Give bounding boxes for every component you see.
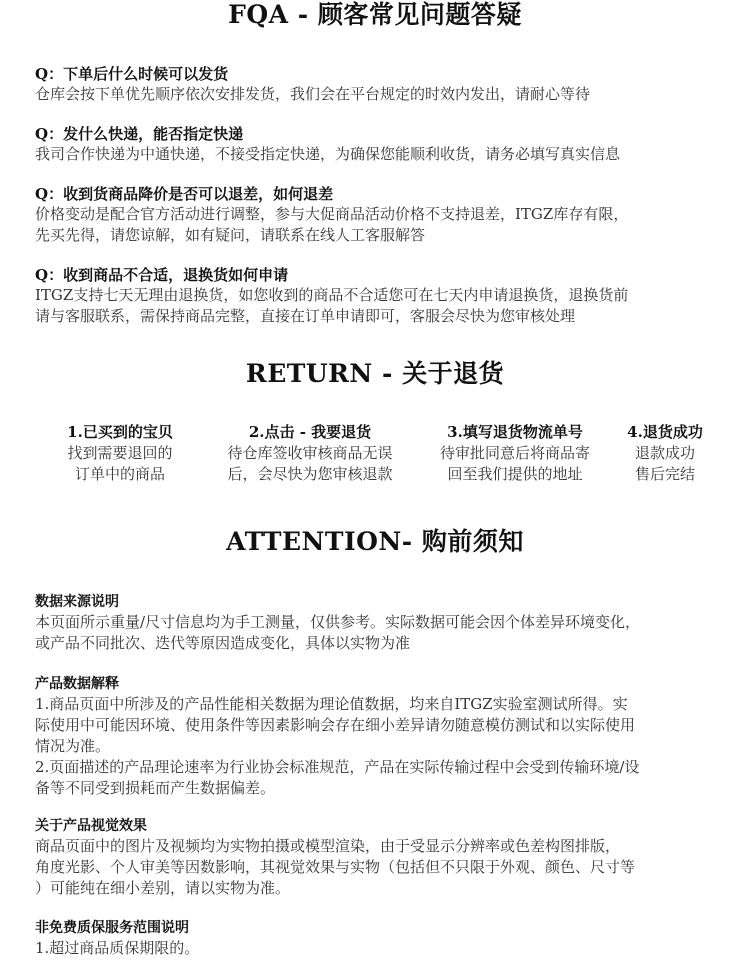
faq-answer-line: 我司合作快递为中通快递，不接受指定快递，为确保您能顺利收货，请务必填写真实信息 bbox=[35, 145, 621, 163]
faq-item-4 bbox=[35, 265, 725, 327]
return-step-4 bbox=[600, 422, 730, 485]
return-step-title: 2.点击 - 我要退货 bbox=[248, 423, 372, 441]
notice-body bbox=[35, 612, 725, 654]
notice-line: 或产品不同批次、迭代等原因造成变化，具体以实物为准 bbox=[35, 634, 411, 652]
faq-title: FQA - 顾客常见问题答疑 bbox=[228, 0, 522, 29]
faq-question: Q：发什么快递，能否指定快递 bbox=[35, 125, 244, 143]
return-step-desc: 订单中的商品 bbox=[74, 465, 165, 483]
return-step-desc: 退款成功 bbox=[634, 444, 695, 462]
faq-question: Q：下单后什么时候可以发货 bbox=[35, 65, 229, 83]
return-step-title: 3.填写退货物流单号 bbox=[447, 423, 583, 441]
faq-answer-line: ITGZ支持七天无理由退换货，如您收到的商品不合适您可在七天内申请退换货，退换货前 bbox=[35, 286, 629, 304]
notice-heading: 数据来源说明 bbox=[35, 594, 119, 610]
faq-answer bbox=[35, 84, 725, 105]
faq-answer-line: 先买先得，请您谅解，如有疑问，请联系在线人工客服解答 bbox=[35, 226, 426, 244]
notice-heading: 非免费质保服务范围说明 bbox=[35, 920, 189, 936]
return-step-2 bbox=[190, 422, 430, 485]
return-step-title: 4.退货成功 bbox=[627, 423, 703, 441]
return-step-desc: 待审批同意后将商品寄 bbox=[439, 444, 590, 462]
notice-line: 备等不同受到损耗而产生数据偏差。 bbox=[35, 779, 276, 797]
return-step-desc: 找到需要退回的 bbox=[67, 444, 173, 462]
faq-answer bbox=[35, 144, 725, 165]
notice-line: 1.商品页面中所涉及的产品性能相关数据为理论值数据，均来自ITGZ实验室测试所得。实 bbox=[35, 695, 628, 713]
notice-warranty-scope bbox=[35, 918, 725, 959]
faq-answer-line: 请与客服联系，需保持商品完整，直接在订单申请即可，客服会尽快为您审核处理 bbox=[35, 307, 576, 325]
notice-data-source bbox=[35, 592, 725, 654]
faq-answer-line: 仓库会按下单优先顺序依次安排发货，我们会在平台规定的时效内发出，请耐心等待 bbox=[35, 85, 591, 103]
notice-line: 本页面所示重量/尺寸信息均为手工测量，仅供参考。实际数据可能会因个体差异环境变化， bbox=[35, 613, 641, 631]
faq-answer bbox=[35, 204, 725, 246]
notice-line: 际使用中可能因环境、使用条件等因素影响会存在细小差异请勿随意模仿测试和以实际使用 bbox=[35, 716, 636, 734]
notice-line: 情况为准。 bbox=[35, 737, 111, 755]
return-steps bbox=[20, 422, 730, 492]
return-step-desc: 待仓库签收审核商品无误 bbox=[227, 444, 393, 462]
notice-body bbox=[35, 938, 725, 959]
notice-line: 商品页面中的图片及视频均为实物拍摄或模型渲染，由于受显示分辨率或色差构图排版， bbox=[35, 837, 621, 855]
notice-product-data bbox=[35, 674, 725, 799]
return-step-desc: 回至我们提供的地址 bbox=[447, 465, 583, 483]
notice-line: ）可能纯在细小差别，请以实物为准。 bbox=[35, 879, 291, 897]
faq-question: Q：收到货商品降价是否可以退差，如何退差 bbox=[35, 185, 334, 203]
notice-line: 1.超过商品质保期限的。 bbox=[35, 939, 200, 957]
faq-question: Q：收到商品不合适，退换货如何申请 bbox=[35, 266, 289, 284]
notice-line: 2.页面描述的产品理论速率为行业协会标准规范，产品在实际传输过程中会受到传输环境/设 bbox=[35, 758, 640, 776]
notice-body bbox=[35, 694, 725, 799]
return-step-3 bbox=[405, 422, 625, 485]
notice-heading: 关于产品视觉效果 bbox=[35, 818, 147, 834]
return-title: RETURN - 关于退货 bbox=[245, 359, 505, 388]
return-step-desc: 售后完结 bbox=[634, 465, 695, 483]
notice-line: 角度光影、个人审美等因数影响，其视觉效果与实物（包括但不只限于外观、颜色、尺寸等 bbox=[35, 858, 636, 876]
faq-item-3 bbox=[35, 184, 725, 246]
faq-answer bbox=[35, 285, 725, 327]
return-step-desc: 后，会尽快为您审核退款 bbox=[227, 465, 393, 483]
notice-heading: 产品数据解释 bbox=[35, 676, 119, 692]
return-step-title: 1.已买到的宝贝 bbox=[67, 423, 173, 441]
faq-item-2 bbox=[35, 124, 725, 165]
attention-title: ATTENTION- 购前须知 bbox=[226, 527, 524, 556]
faq-item-1 bbox=[35, 64, 725, 105]
faq-answer-line: 价格变动是配合官方活动进行调整，参与大促商品活动价格不支持退差，ITGZ库存有限， bbox=[35, 205, 629, 223]
notice-body bbox=[35, 836, 725, 899]
notice-visual-effect bbox=[35, 816, 725, 899]
